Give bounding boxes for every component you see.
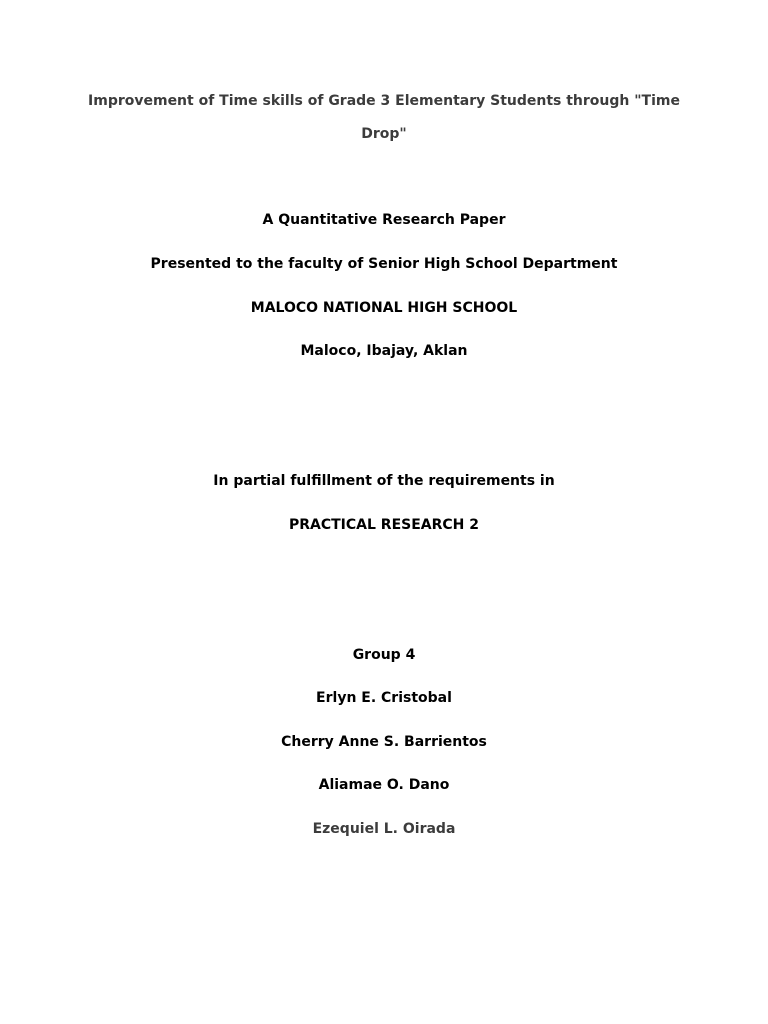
member-name: Ezequiel L. Oirada [312,821,456,837]
title-line-2: Drop" [361,126,407,142]
group-label: Group 4 [352,647,416,663]
fulfillment-statement: In partial fulfillment of the requirements in [213,473,555,489]
member-name: Cherry Anne S. Barrientos [281,734,487,750]
member-name: Erlyn E. Cristobal [316,690,452,706]
school-location: Maloco, Ibajay, Aklan [300,343,468,359]
paper-type: A Quantitative Research Paper [262,212,506,228]
subject-name: PRACTICAL RESEARCH 2 [288,517,480,533]
member-name: Aliamae O. Dano [318,777,450,793]
title-line-1: Improvement of Time skills of Grade 3 Elementary Students through "Time [88,93,680,109]
school-name: MALOCO NATIONAL HIGH SCHOOL [250,300,518,316]
presented-to: Presented to the faculty of Senior High School Department [150,256,618,272]
